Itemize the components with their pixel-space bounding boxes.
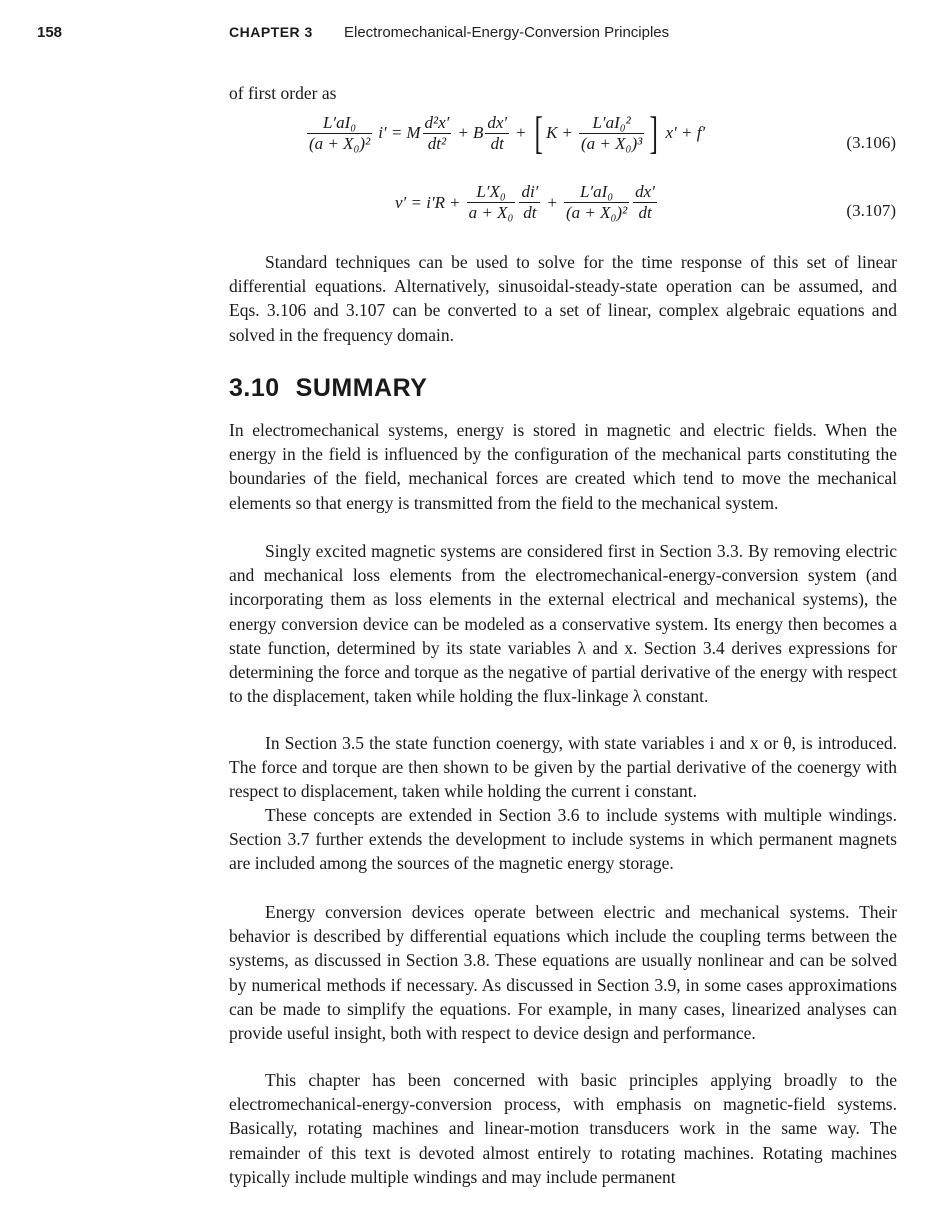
summary-paragraph-6: This chapter has been concerned with basic principles applying broadly to the electromechanical-energy-conversion process, with emphasis on magnetic-field systems. Basically, rotating machines and linear-motion transducers work in the same way. The remainder of this text is devoted almost entirely to rotating machines. Rotating machines typically include multiple windings and may include permanent — [229, 1070, 897, 1187]
chapter-label: CHAPTER 3 — [229, 24, 313, 40]
running-header — [0, 24, 936, 48]
section-heading — [229, 374, 443, 403]
summary-paragraph-1: In electromechanical systems, energy is stored in magnetic and electric fields. When the energy in the field is influenced by the configuration of the mechanical parts constituting the boundaries of the field, mechanical forces are created which tend to move the mechanical elements so that energy is transmitted from the field to the mechanical system. — [229, 420, 897, 513]
chapter-title: Electromechanical-Energy-Conversion Principles — [344, 24, 670, 41]
body-paragraph: Standard techniques can be used to solve for the time response of this set of linear differential equations. Alternatively, sinusoidal-steady-state operation can be assumed, and Eqs. 3.106 and 3.107 can be converted to a set of linear, complex algebraic equations and solved in the frequency domain. — [229, 252, 897, 345]
eq106-first-derivative: $\frac{dx'}{dt}$ — [487, 112, 508, 153]
summary-paragraph-5: Energy conversion devices operate between electric and mechanical systems. Their behavior is described by differential equations which include the coupling terms between the systems, as discussed in Section 3.8. These equations are usually nonlinear and can be solved by numerical methods if necessary. As discussed in Section 3.9, in some cases approximations can be made to simplify the equations. For example, in many cases, linearized analyses can provide useful insight, both with respect to device design and performance. — [229, 902, 897, 1044]
equation-3-107: v′ = i′R + $\frac{\text{L′X₀}}{\text{a + X₀}}$ $\frac{di'}{dt}$ + $\frac{\text{L′aI₀}}{\text{(a + X₀)²}}$ $\frac{dx'}{dt}$ — [395, 182, 655, 222]
equation-3-106: $\frac{\text{L′aI₀}}{\text{(a + X₀)²}}$ i′ = M $\frac{\text{d²x′}}{\text{dt²}}$ + B $\frac{dx'}{dt}$ + [ K + $\frac{\text{L′aI₀²}}{\text{(a + X₀)³}}$ ] x′ + f′ — [309, 107, 706, 158]
section-title: SUMMARY — [295, 374, 428, 402]
equation-number-3-106: (3.106) — [846, 133, 896, 152]
eq106-lhs-fraction: $\frac{\text{L′aI₀}}{\text{(a + X₀)²}}$ — [309, 112, 371, 153]
summary-paragraph-2: Singly excited magnetic systems are considered first in Section 3.3. By removing electric and mechanical loss elements from the electromechanical-energy-conversion system (and incorporating them as loss elements in the external electrical and mechanical systems), the energy conversion device can be modeled as a conservative system. Its energy then becomes a state function, determined by its state variables λ and x. Section 3.4 derives expressions for determining the force and torque as the negative of partial derivative of the energy with respect to the displacement, taken while holding the flux-linkage λ constant. — [229, 541, 897, 707]
eq107-term2-derivative: $\frac{dx'}{dt}$ — [635, 182, 655, 222]
eq106-second-derivative: $\frac{\text{d²x′}}{\text{dt²}}$ — [424, 112, 450, 153]
eq107-term1-fraction: $\frac{\text{L′X₀}}{\text{a + X₀}}$ — [468, 182, 514, 222]
equation-number-3-107: (3.107) — [846, 201, 896, 220]
eq107-term2-fraction: $\frac{\text{L′aI₀}}{\text{(a + X₀)²}}$ — [565, 182, 628, 222]
eq107-term1-derivative: $\frac{di'}{dt}$ — [521, 182, 539, 222]
section-number: 3.10 — [229, 374, 280, 402]
eq106-bracket-fraction: $\frac{\text{L′aI₀²}}{\text{(a + X₀)³}}$ — [581, 112, 643, 153]
summary-paragraph-4: These concepts are extended in Section 3.6 to include systems with multiple windings. Section 3.7 further extends the development to include systems in which permanent magnets are included among the sources of the magnetic energy storage. — [229, 805, 897, 874]
summary-paragraph-3: In Section 3.5 the state function coenergy, with state variables i and x or θ, is introduced. The force and torque are then shown to be given by the partial derivative of the coenergy with respect to displacement, taken while holding the current i constant. — [229, 733, 897, 802]
lead-text: of first order as — [229, 83, 337, 103]
page-number: 158 — [37, 24, 63, 41]
